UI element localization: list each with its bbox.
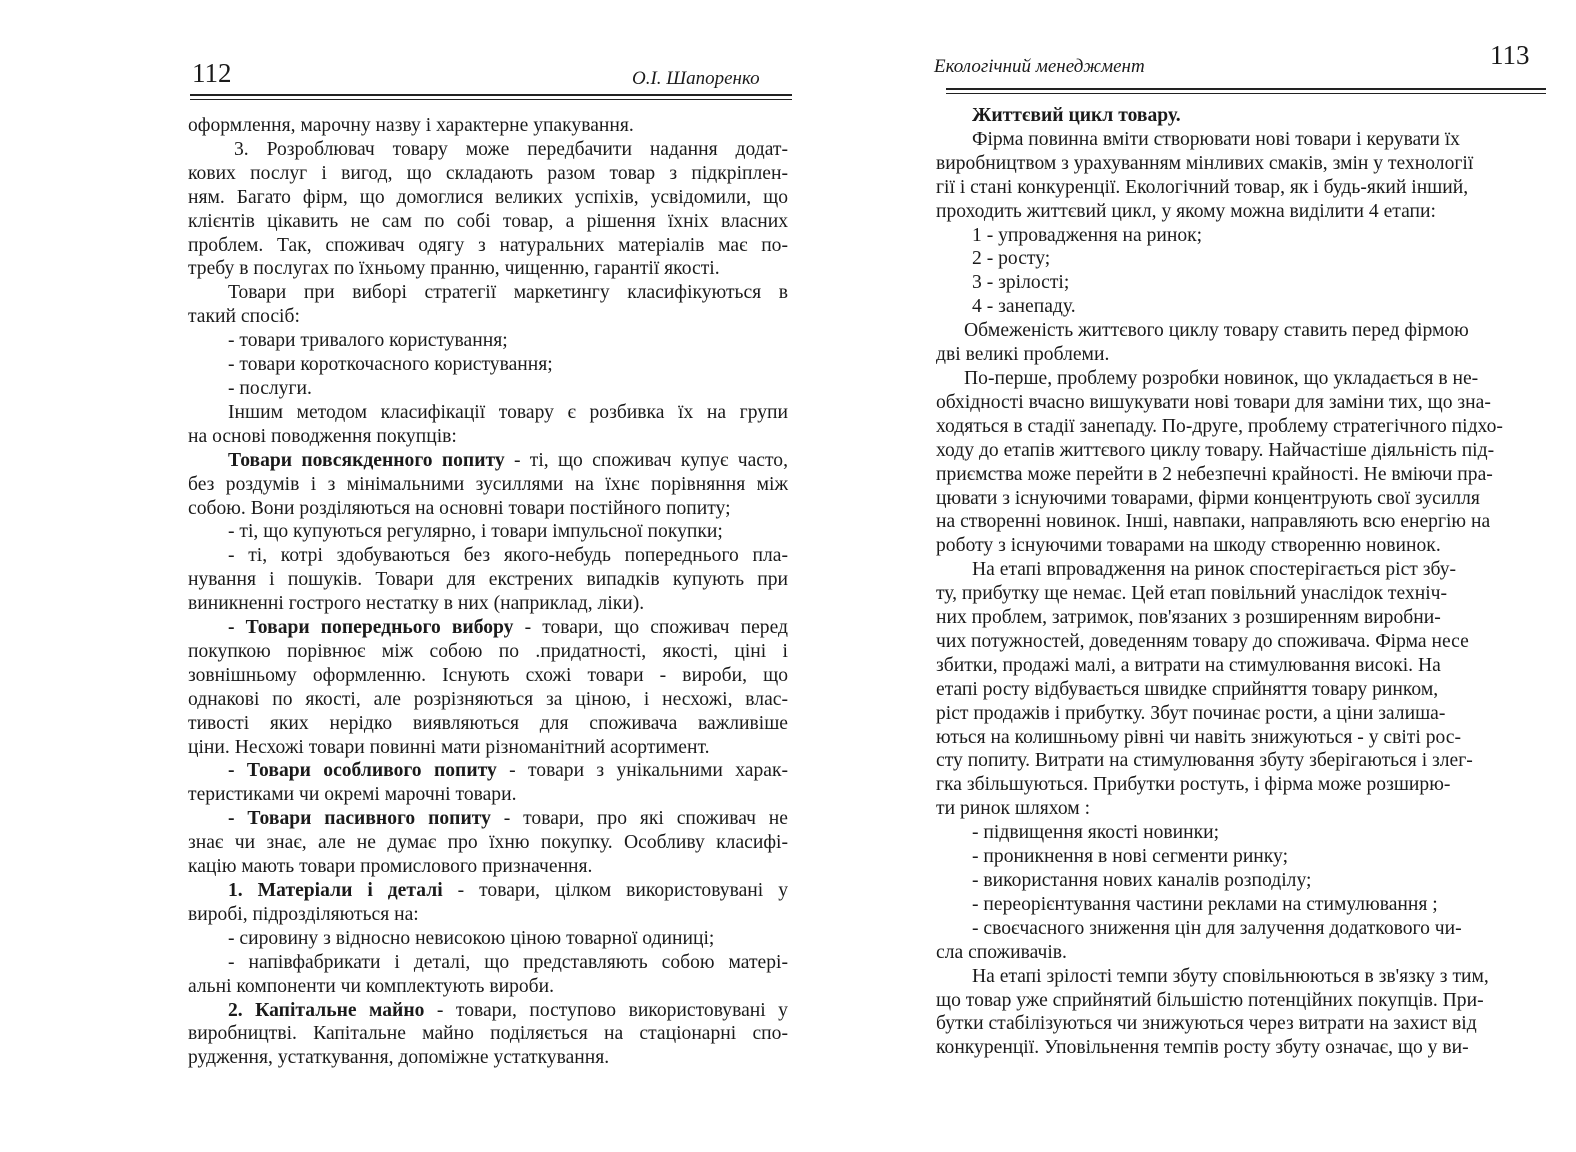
text-line	[188, 975, 788, 999]
text-line	[188, 1046, 788, 1070]
line-text: - використання нових каналів розподілу;	[972, 870, 1312, 891]
text-line	[188, 377, 788, 401]
text-line	[936, 534, 1576, 558]
line-text: обхідності вчасно вишукувати нові товари для заміни тих, що зна-	[936, 391, 1491, 413]
text-line	[936, 128, 1576, 152]
text-line	[188, 1022, 788, 1046]
left-page-text	[188, 114, 788, 1070]
text-line	[188, 473, 788, 497]
text-line	[188, 855, 788, 879]
text-line	[936, 558, 1576, 582]
line-text: 1 - упровадження на ринок;	[972, 224, 1203, 246]
line-text: 4 - занепаду.	[972, 296, 1076, 318]
text-line	[936, 749, 1576, 773]
right-page	[930, 0, 1530, 1152]
line-text: проблем. Так, споживач одягу з натуральних матеріалів має по-	[188, 234, 788, 256]
line-text: тивості яких нерідко виявляються для споживача важливіше	[188, 712, 788, 734]
bold-term: 1. Матеріали і деталі	[228, 880, 443, 901]
text-line	[936, 869, 1576, 893]
line-text: 2 - росту;	[972, 248, 1051, 270]
line-text: - підвищення якості новинки;	[972, 822, 1220, 844]
line-text: собою. Вони розділяються на основні товари постійного попиту;	[188, 497, 731, 519]
bold-term: - Товари пасивного попиту	[228, 808, 491, 830]
line-text: виникненні гострого нестатку в них (наприклад, ліки).	[188, 593, 645, 615]
line-text: такий спосіб:	[188, 306, 300, 328]
text-line	[936, 104, 1576, 128]
book-gutter	[800, 0, 930, 1152]
line-text: Товари при виборі стратегії маркетингу класифікуються в	[228, 282, 788, 304]
text-line	[936, 654, 1576, 678]
text-line	[936, 271, 1576, 295]
text-line	[188, 210, 788, 234]
text-line	[936, 941, 1576, 965]
line-text: ням. Багато фірм, що домоглися великих успіхів, усвідомили, що	[188, 186, 788, 208]
line-text: - товари, поступово використовувані у	[424, 999, 788, 1021]
line-text: дві великі проблеми.	[936, 344, 1110, 366]
text-line	[936, 773, 1576, 797]
line-text: на створенні новинок. Інші, навпаки, направляють всю енергію на	[936, 511, 1491, 533]
text-line	[936, 200, 1576, 224]
line-text: - товари, цілком використовувані у	[442, 880, 788, 901]
line-text: етапі росту відбувається швидке сприйняття товару ринком,	[936, 678, 1439, 700]
bold-term: - Товари попереднього вибору	[228, 617, 514, 639]
line-text: кових послуг і вигод, що складають разом товар з підкріплен-	[188, 162, 788, 184]
text-line	[188, 688, 788, 712]
line-text: виробництві. Капітальне майно поділяється на стаціонарні спо-	[188, 1023, 788, 1045]
text-line	[936, 367, 1576, 391]
text-line	[936, 510, 1576, 534]
text-line	[188, 999, 788, 1023]
line-text: без роздумів і з мінімальними зусиллями на їхнє порівняння між	[188, 473, 788, 495]
text-line	[936, 224, 1576, 248]
line-text: виробництвом з урахуванням мінливих смаків, змін у технології	[936, 152, 1474, 174]
text-line	[188, 831, 788, 855]
header-rule	[190, 94, 792, 96]
text-line	[936, 415, 1576, 439]
text-line	[936, 176, 1576, 200]
line-text: Іншим методом класифікації товару є розбивка їх на групи	[228, 401, 788, 423]
line-text: - послуги.	[228, 377, 312, 399]
line-text: бутки стабілізуються чи знижуються через витрати на захист від	[936, 1013, 1477, 1035]
text-line	[188, 807, 788, 831]
line-text: На етапі впровадження на ринок спостерігається ріст збу-	[972, 559, 1457, 581]
text-line	[188, 520, 788, 544]
line-text: альні компоненти чи комплектують вироби.	[188, 975, 555, 997]
line-text: 3 - зрілості;	[972, 272, 1070, 294]
page-number: 112	[192, 58, 232, 88]
line-text: - проникнення в нові сегменти ринку;	[972, 846, 1289, 868]
line-text: чих потужностей, доведенням товару до споживача. Фірма несе	[936, 630, 1469, 652]
line-text: - своєчасного зниження цін для залучення додаткового чи-	[972, 917, 1462, 939]
text-line	[936, 989, 1576, 1013]
text-line	[936, 845, 1576, 869]
text-line	[188, 138, 788, 162]
text-line	[936, 726, 1576, 750]
text-line	[936, 917, 1576, 941]
line-text: ріст продажів і прибутку. Збут починає рости, а ціни залиша-	[936, 702, 1446, 724]
line-text: ти ринок шляхом :	[936, 798, 1091, 820]
line-text: требу в послугах по їхньому пранню, чищенню, гарантії якості.	[188, 258, 720, 280]
line-text: - переорієнтування частини реклами на стимулювання ;	[972, 893, 1438, 915]
bold-term: Товари повсякденного попиту	[228, 449, 505, 471]
text-line	[188, 592, 788, 616]
line-text: 3. Розроблювач товару може передбачити надання додат-	[234, 138, 788, 160]
text-line	[188, 305, 788, 329]
bold-term: 2. Капітальне майно	[228, 999, 425, 1021]
text-line	[936, 247, 1576, 271]
text-line	[936, 702, 1576, 726]
text-line	[936, 893, 1576, 917]
line-text: На етапі зрілості темпи збуту сповільнюються в зв'язку з тим,	[972, 965, 1489, 987]
page-number: 113	[1490, 40, 1530, 70]
line-text: теристиками чи окремі марочні товари.	[188, 784, 517, 806]
line-text: - товари, що споживач перед	[513, 617, 788, 639]
text-line	[936, 295, 1576, 319]
line-text: конкуренції. Уповільнення темпів росту збуту означає, що у ви-	[936, 1037, 1469, 1059]
text-line	[188, 425, 788, 449]
line-text: на основі поводження покупців:	[188, 425, 457, 447]
line-text: зовнішньому оформленню. Існують схожі товари - вироби, що	[188, 664, 788, 686]
text-line	[188, 903, 788, 927]
text-line	[188, 162, 788, 186]
text-line	[188, 114, 788, 138]
text-line	[188, 257, 788, 281]
text-line	[936, 1012, 1576, 1036]
line-text: По-перше, проблему розробки новинок, що укладається в не-	[964, 367, 1479, 389]
line-text: нування і пошуків. Товари для екстрених випадків купують при	[188, 569, 788, 591]
line-text: - ті, що купуються регулярно, і товари імпульсної покупки;	[228, 521, 723, 543]
line-text: збитки, продажі малі, а витрати на стимулювання високі. На	[936, 654, 1441, 676]
header-rule-thin	[190, 99, 792, 100]
text-line	[936, 678, 1576, 702]
text-line	[188, 736, 788, 760]
running-header-author: О.І. Шапоренко	[632, 68, 760, 89]
text-line	[936, 965, 1576, 989]
text-line	[936, 821, 1576, 845]
line-text: цювати з існуючими товарами, фірми концентрують свої зусилля	[936, 487, 1480, 509]
text-line	[188, 329, 788, 353]
text-line	[936, 319, 1576, 343]
text-line	[936, 152, 1576, 176]
line-text: Фірма повинна вміти створювати нові товари і керувати їх	[972, 128, 1460, 150]
line-text: - напівфабрикати і деталі, що представляють собою матері-	[228, 951, 788, 973]
line-text: ходяться в стадії занепаду. По-друге, проблему стратегічного підхо-	[936, 415, 1503, 437]
text-line	[188, 616, 788, 640]
line-text: - сировину з відносно невисокою ціною товарної одиниці;	[228, 927, 715, 949]
text-line	[936, 606, 1576, 630]
line-text: ються на колишньому рівні чи навіть знижуються - у світі рос-	[936, 726, 1462, 748]
line-text: оформлення, марочну назву і характерне упакування.	[188, 115, 634, 136]
bold-term: - Товари особливого попиту	[228, 760, 497, 782]
line-text: знає чи знає, але не думає про їхню покупку. Особливу класифі-	[188, 832, 788, 854]
header-rule-thin	[946, 93, 1546, 94]
text-line	[188, 449, 788, 473]
text-line	[936, 1036, 1576, 1060]
text-line	[188, 927, 788, 951]
line-text: однакові по якості, але розрізняються за ціною, і несхожі, влас-	[188, 688, 788, 710]
text-line	[936, 391, 1576, 415]
line-text: ходу до етапів життєвого циклу товару. Найчастіше діяльність під-	[936, 439, 1495, 461]
line-text: сла споживачів.	[936, 941, 1067, 963]
text-line	[188, 234, 788, 258]
line-text: них проблем, затримок, пов'язаних з розширенням виробни-	[936, 607, 1441, 629]
text-line	[936, 630, 1576, 654]
text-line	[188, 783, 788, 807]
text-line	[188, 712, 788, 736]
header-rule	[946, 88, 1546, 90]
line-text: ту, прибутку ще немає. Цей етап повільний унаслідок техніч-	[936, 583, 1448, 605]
bold-term: Життєвий цикл товару.	[972, 105, 1181, 126]
text-line	[936, 487, 1576, 511]
text-line	[188, 879, 788, 903]
text-line	[188, 951, 788, 975]
line-text: Обмеженість життєвого циклу товару ставить перед фірмою	[964, 320, 1469, 342]
line-text: ціни. Несхожі товари повинні мати різноманітний асортимент.	[188, 736, 710, 758]
line-text: - товари короткочасного користування;	[228, 354, 553, 376]
line-text: сту попиту. Витрати на стимулювання збуту зберігаються і злег-	[936, 750, 1473, 772]
line-text: - товари, про які споживач не	[490, 808, 788, 830]
running-header-title: Екологічний менеджмент	[934, 56, 1145, 77]
right-page-text	[936, 104, 1576, 1060]
text-line	[188, 544, 788, 568]
line-text: - ті, що споживач купує часто,	[504, 449, 788, 471]
text-line	[188, 401, 788, 425]
text-line	[936, 582, 1576, 606]
line-text: - товари з унікальними харак-	[496, 760, 788, 782]
line-text: кацію мають товари промислового призначення.	[188, 856, 593, 878]
line-text: роботу з існуючими товарами на шкоду створенню новинок.	[936, 535, 1441, 557]
text-line	[188, 640, 788, 664]
line-text: клієнтів цікавить не сам по собі товар, а рішення їхніх власних	[188, 210, 788, 232]
text-line	[188, 759, 788, 783]
line-text: проходить життєвий цикл, у якому можна виділити 4 етапи:	[936, 200, 1436, 222]
text-line	[188, 568, 788, 592]
line-text: покупкою порівнює між собою по .придатності, якості, ціні і	[188, 640, 788, 662]
text-line	[188, 497, 788, 521]
line-text: - ті, котрі здобуваються без якого-небудь попереднього пла-	[228, 545, 788, 567]
text-line	[936, 463, 1576, 487]
line-text: виробі, підрозділяються на:	[188, 903, 419, 925]
text-line	[188, 281, 788, 305]
text-line	[936, 343, 1576, 367]
line-text: гії і стані конкуренції. Екологічний товар, як і будь-який інший,	[936, 176, 1469, 198]
line-text: - товари тривалого користування;	[228, 330, 508, 352]
text-line	[936, 439, 1576, 463]
line-text: приємства може перейти в 2 небезпечні крайності. Не вміючи пра-	[936, 463, 1493, 485]
text-line	[188, 353, 788, 377]
text-line	[188, 186, 788, 210]
line-text: гка збільшуються. Прибутки ростуть, і фірма може розширю-	[936, 774, 1451, 796]
line-text: рудження, устаткування, допоміжне устаткування.	[188, 1047, 610, 1069]
line-text: що товар уже сприйнятий більшістю потенційних покупців. При-	[936, 989, 1484, 1011]
text-line	[936, 797, 1576, 821]
text-line	[188, 664, 788, 688]
